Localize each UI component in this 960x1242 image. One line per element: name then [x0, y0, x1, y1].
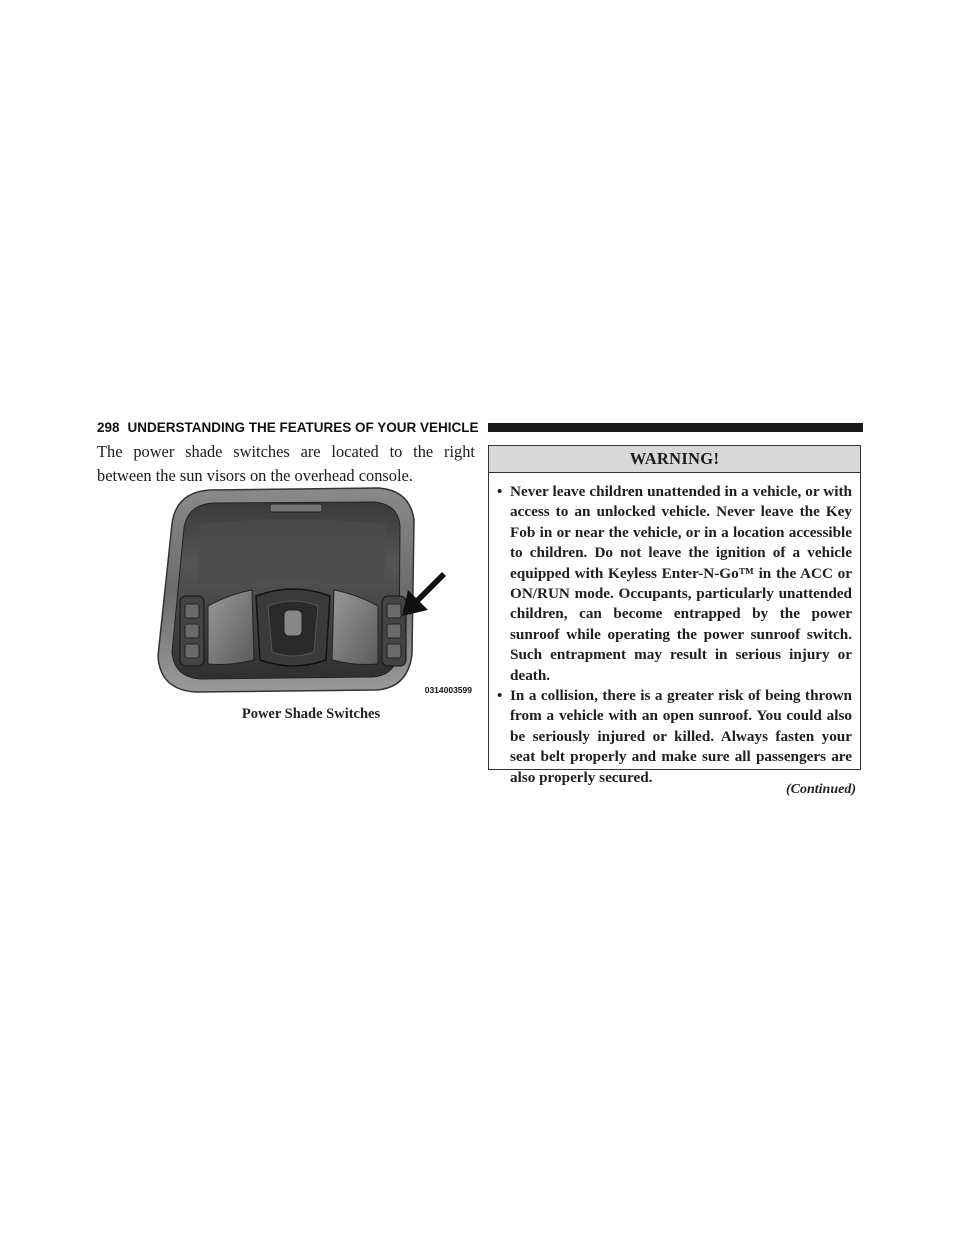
figure-code: 0314003599 — [424, 685, 472, 695]
warning-item — [497, 482, 852, 686]
continued-note: (Continued) — [785, 782, 856, 797]
page-number: 298 — [97, 419, 120, 435]
page-header — [97, 418, 863, 436]
overhead-console-illustration — [150, 484, 472, 706]
warning-item — [497, 686, 852, 788]
overhead-console-figure — [150, 484, 472, 706]
header-rule — [488, 423, 863, 432]
bullet-icon: • — [497, 687, 503, 705]
section-title: UNDERSTANDING THE FEATURES OF YOUR VEHICLE — [127, 419, 479, 435]
body-paragraph: The power shade switches are located to the right between the sun visors on the overhead console. — [97, 442, 475, 485]
warning-item-text: Never leave children unattended in a vehicle, or with access to an unlocked vehicle. Never leave the Key Fob in or near the vehicle, or in a location accessible to children. Do not leave the ignition of a vehicle equipped with Keyless Enter-N-Go™ in the ACC or ON/RUN mode. Occupants, particularly unattended children, can become entrapped by the power sunroof while operating the power sunroof switch. Such entrapment may result in serious injury or death. — [510, 483, 852, 684]
warning-item-text: In a collision, there is a greater risk of being thrown from a vehicle with an open sunroof. You could also be seriously injured or killed. Always fasten your seat belt properly and make sure all passengers are also properly secured. — [510, 687, 852, 786]
warning-title: WARNING! — [489, 446, 860, 473]
figure-caption: Power Shade Switches — [241, 706, 381, 722]
warning-box — [488, 445, 861, 786]
bullet-icon: • — [497, 483, 503, 500]
warning-list — [489, 473, 860, 788]
